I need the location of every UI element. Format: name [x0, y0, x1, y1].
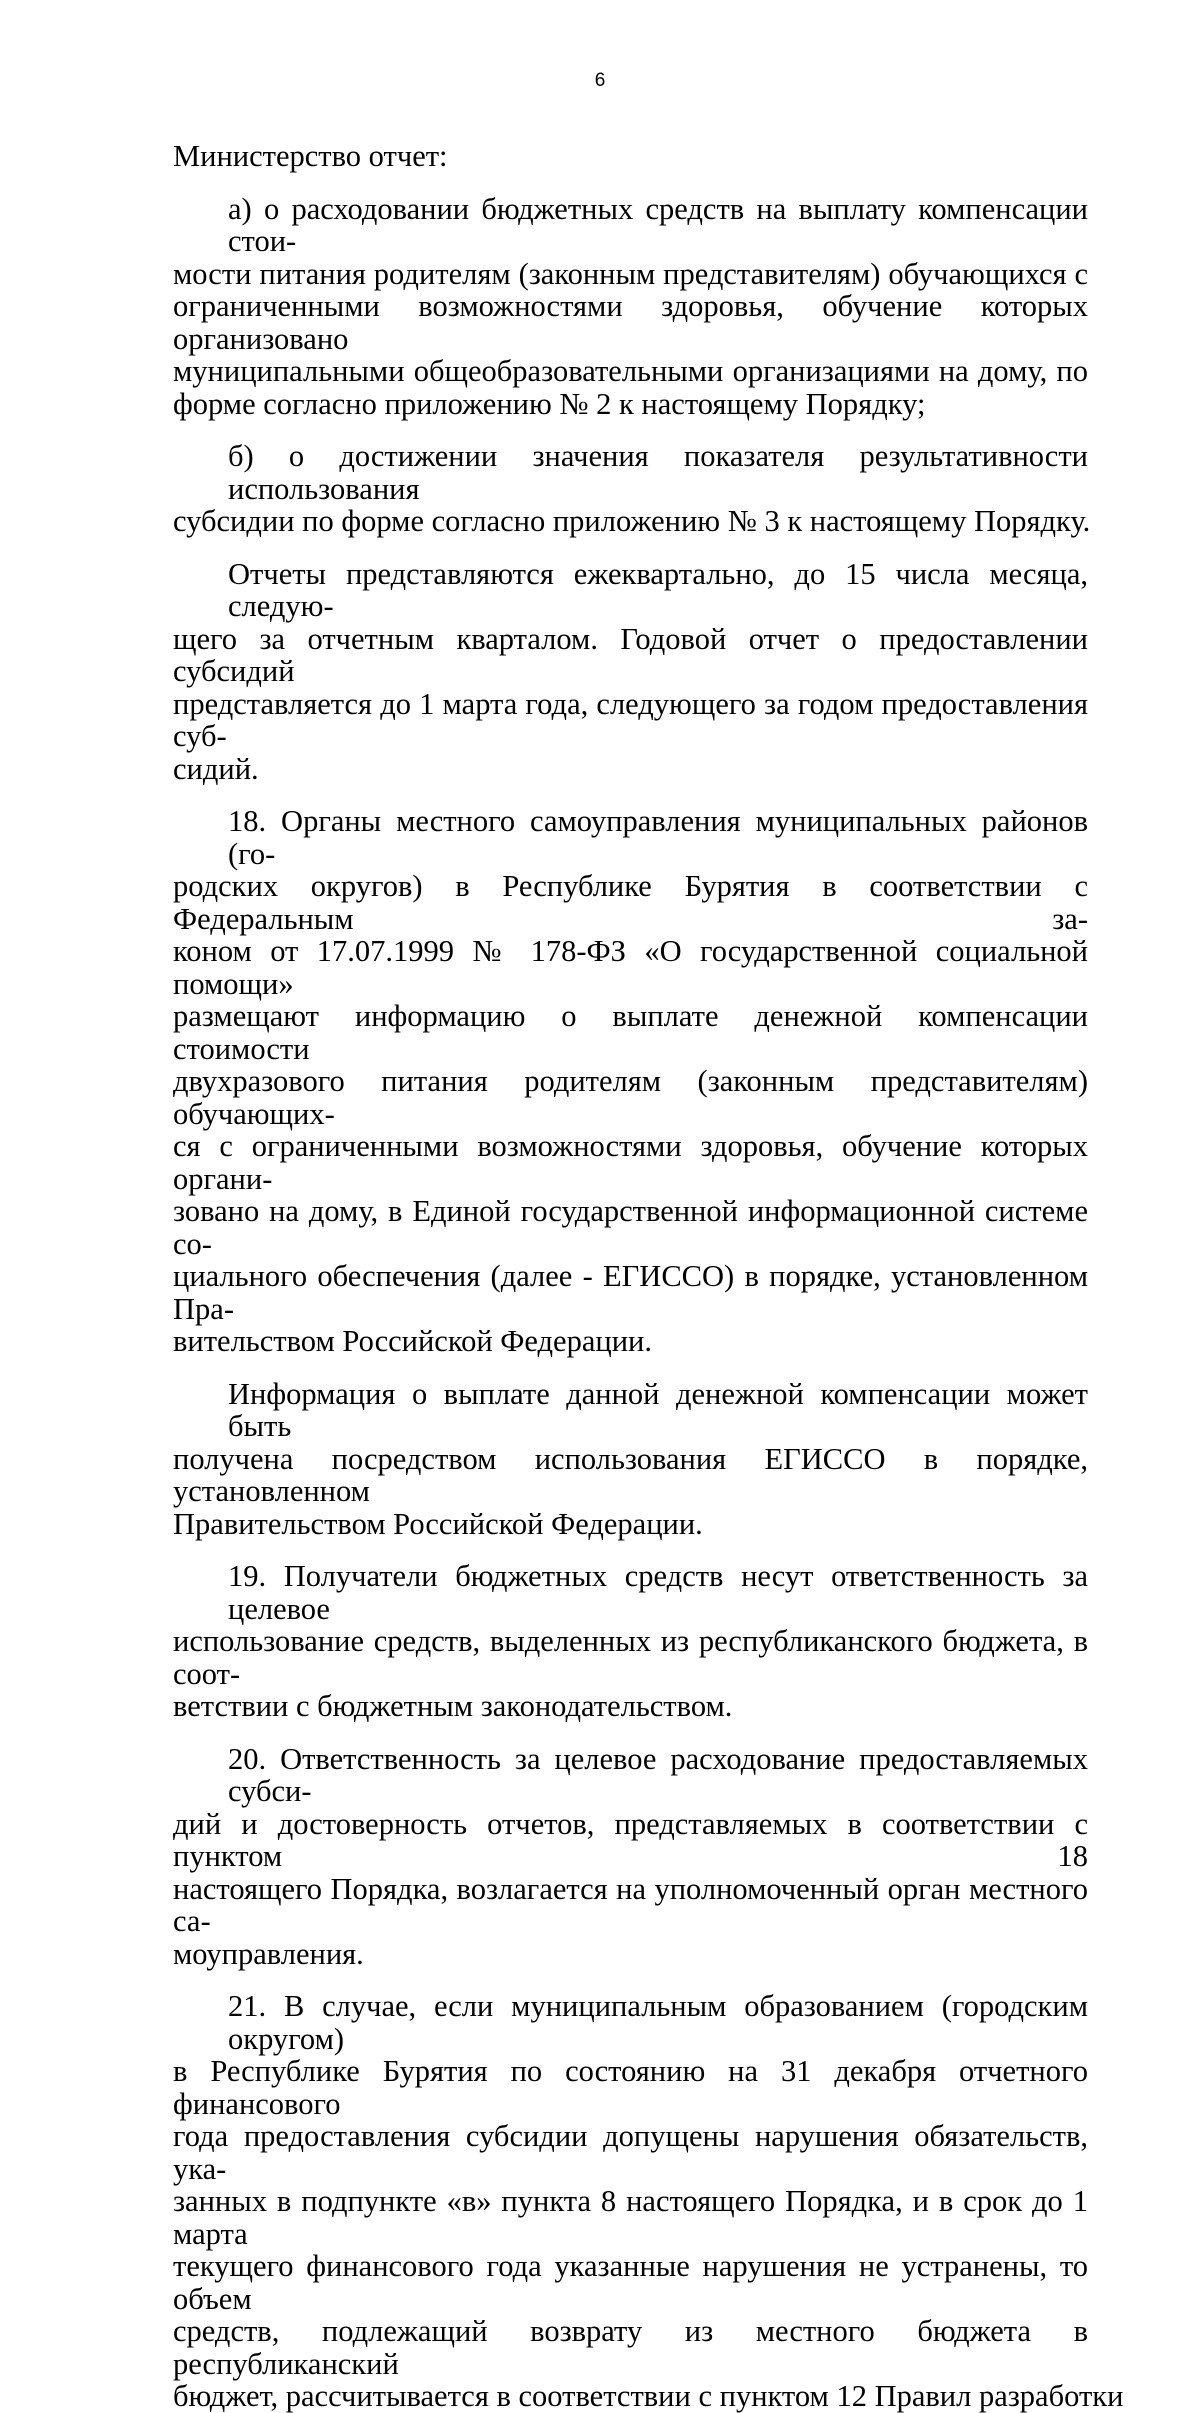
- text-line: циального обеспечения (далее - ЕГИССО) в порядке, установленном Пра-: [173, 1259, 1088, 1326]
- paragraph-gap: [173, 1540, 1088, 1560]
- text-line: Информация о выплате данной денежной компенсации может быть: [228, 1376, 1088, 1443]
- text-line: 19. Получатели бюджетных средств несут ответственность за целевое: [228, 1559, 1088, 1626]
- text-line: ограниченными возможностями здоровья, обучение которых организовано: [173, 289, 1088, 356]
- text-line: Правительством Российской Федерации.: [173, 1506, 703, 1541]
- text-line: размещают информацию о выплате денежной компенсации стоимости: [173, 999, 1088, 1066]
- paragraph-gap: [173, 538, 1088, 558]
- text-line: коном от 17.07.1999 № 178-ФЗ «О государственной социальной помощи»: [173, 934, 1088, 1001]
- paragraph-gap: [173, 420, 1088, 440]
- text-line: Отчеты представляются ежеквартально, до 15 числа месяца, следую-: [228, 556, 1088, 623]
- paragraph-p5: [173, 1378, 1088, 1541]
- paragraph-gap: [173, 1723, 1088, 1743]
- text-line: ветствии с бюджетным законодательством.: [173, 1689, 733, 1723]
- paragraph-p0: [173, 140, 1088, 173]
- paragraph-gap: [173, 1358, 1088, 1378]
- text-line: ся с ограниченными возможностями здоровья, обучение которых органи-: [173, 1129, 1088, 1196]
- text-line: щего за отчетным кварталом. Годовой отчет о предоставлении субсидий: [173, 621, 1088, 688]
- paragraph-p3: [173, 558, 1088, 786]
- text-line: б) о достижении значения показателя результативности использования: [228, 439, 1088, 506]
- text-line: 21. В случае, если муниципальным образованием (городским округом): [228, 1989, 1088, 2056]
- text-line: двухразового питания родителям (законным представителям) обучающих-: [173, 1064, 1088, 1131]
- document-body: [173, 139, 1124, 2413]
- paragraph-p7: [173, 1743, 1088, 1971]
- text-line: Министерство отчет:: [173, 139, 448, 173]
- text-line: сидий.: [173, 751, 259, 786]
- text-line: моуправления.: [173, 1936, 364, 1971]
- text-line: 20. Ответственность за целевое расходование предоставляемых субси-: [228, 1741, 1088, 1808]
- text-line: получена посредством использования ЕГИССО в порядке, установленном: [173, 1441, 1088, 1508]
- text-line: использование средств, выделенных из республиканского бюджета, в соот-: [173, 1624, 1088, 1691]
- text-line: представляется до 1 марта года, следующего за годом предоставления суб-: [173, 686, 1088, 753]
- paragraph-gap: [173, 173, 1088, 193]
- text-line: вительством Российской Федерации.: [173, 1324, 652, 1358]
- text-line: 18. Органы местного самоуправления муниципальных районов (го-: [228, 804, 1088, 871]
- paragraph-gap: [173, 1970, 1088, 1990]
- text-line: родских округов) в Республике Бурятия в соответствии с Федеральным за-: [173, 869, 1088, 936]
- paragraph-p6: [173, 1560, 1088, 1723]
- text-line: форме согласно приложению № 2 к настоящему Порядку;: [173, 386, 926, 421]
- text-line: в Республике Бурятия по состоянию на 31 декабря отчетного финансового: [173, 2054, 1088, 2121]
- paragraph-p8: [173, 1989, 1124, 2413]
- paragraph-p2: [173, 439, 1091, 538]
- page-number: 6: [594, 70, 606, 91]
- text-line: субсидии по форме согласно приложению № 3 к настоящему Порядку.: [173, 504, 1091, 538]
- text-line: муниципальными общеобразовательными организациями на дому, по: [173, 354, 1088, 388]
- text-line: года предоставления субсидии допущены нарушения обязательств, ука-: [173, 2119, 1088, 2186]
- text-line: занных в подпункте «в» пункта 8 настоящего Порядка, и в срок до 1 марта: [173, 2184, 1088, 2251]
- text-line: настоящего Порядка, возлагается на уполномоченный орган местного са-: [173, 1871, 1088, 1938]
- paragraph-p4: [173, 805, 1088, 1358]
- paragraph-p1: [173, 193, 1088, 421]
- paragraph-gap: [173, 785, 1088, 805]
- text-line: мости питания родителям (законным представителям) обучающихся с: [173, 256, 1088, 291]
- text-line: дий и достоверность отчетов, представляемых в соответствии с пунктом 18: [173, 1806, 1088, 1873]
- text-line: текущего финансового года указанные нарушения не устранены, то объем: [173, 2249, 1088, 2316]
- text-line: зовано на дому, в Единой государственной информационной системе со-: [173, 1194, 1088, 1261]
- text-line: бюджет, рассчитывается в соответствии с пунктом 12 Правил разработки: [173, 2379, 1124, 2413]
- text-line: средств, подлежащий возврату из местного бюджета в республиканский: [173, 2314, 1088, 2381]
- text-line: а) о расходовании бюджетных средств на выплату компенсации стои-: [228, 191, 1088, 258]
